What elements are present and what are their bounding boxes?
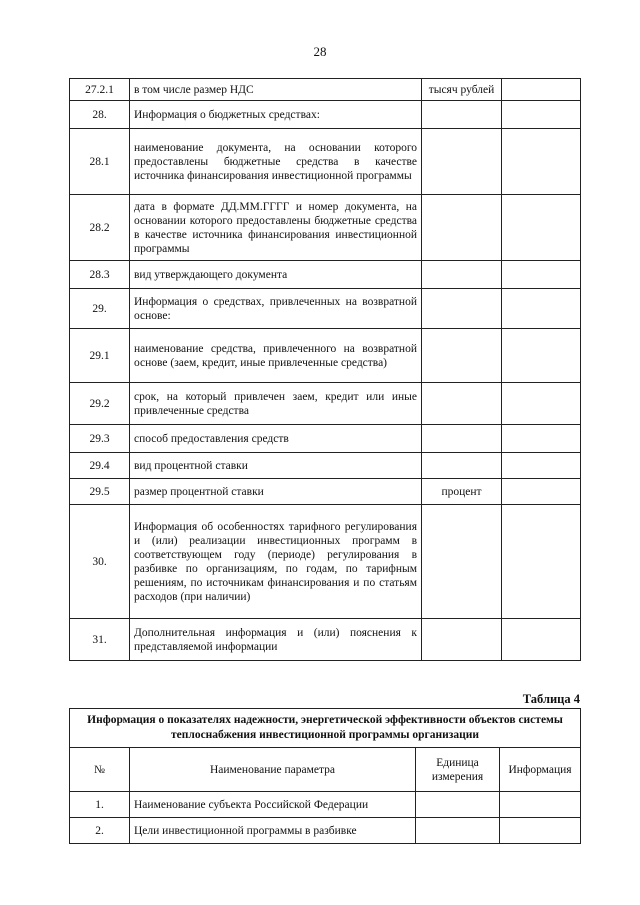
table-row xyxy=(70,619,581,661)
row-number: 28.2 xyxy=(70,195,130,261)
table-header-row xyxy=(70,748,581,792)
table-row xyxy=(70,383,581,425)
row-unit xyxy=(422,425,502,453)
row-unit xyxy=(416,818,500,844)
row-value xyxy=(502,479,581,505)
table-row xyxy=(70,792,581,818)
row-description: способ предоставления средств xyxy=(130,425,422,453)
row-number: 29.3 xyxy=(70,425,130,453)
row-unit xyxy=(422,129,502,195)
row-unit xyxy=(422,101,502,129)
row-unit: процент xyxy=(422,479,502,505)
table-row xyxy=(70,425,581,453)
row-number: 28.3 xyxy=(70,261,130,289)
row-description: Наименование субъекта Российской Федерации xyxy=(130,792,416,818)
reliability-indicators-table xyxy=(69,708,581,844)
row-unit xyxy=(422,619,502,661)
row-number: 29.1 xyxy=(70,329,130,383)
row-number: 28. xyxy=(70,101,130,129)
header-information: Информация xyxy=(500,748,581,792)
row-description: Цели инвестиционной программы в разбивке xyxy=(130,818,416,844)
row-value xyxy=(500,818,581,844)
row-unit xyxy=(422,505,502,619)
row-unit xyxy=(422,261,502,289)
table-body xyxy=(70,79,581,661)
row-value xyxy=(502,383,581,425)
table-row xyxy=(70,505,581,619)
row-unit xyxy=(422,329,502,383)
table-row xyxy=(70,129,581,195)
row-number: 2. xyxy=(70,818,130,844)
row-value xyxy=(500,792,581,818)
row-value xyxy=(502,261,581,289)
row-description: наименование документа, на основании которого предоставлены бюджетные средства в качестве источника финансирования инвестиционной программы xyxy=(130,129,422,195)
header-unit: Единица измерения xyxy=(416,748,500,792)
row-value xyxy=(502,195,581,261)
row-value xyxy=(502,79,581,101)
table-row xyxy=(70,261,581,289)
row-number: 1. xyxy=(70,792,130,818)
table-row xyxy=(70,101,581,129)
table-title-row xyxy=(70,709,581,748)
row-unit xyxy=(416,792,500,818)
table-body xyxy=(70,792,581,844)
table-row xyxy=(70,818,581,844)
row-value xyxy=(502,289,581,329)
row-unit xyxy=(422,289,502,329)
row-number: 29.4 xyxy=(70,453,130,479)
table-row xyxy=(70,79,581,101)
row-description: наименование средства, привлеченного на возвратной основе (заем, кредит, иные привлеченные средства) xyxy=(130,329,422,383)
row-description: Дополнительная информация и (или) пояснения к представляемой информации xyxy=(130,619,422,661)
row-unit: тысяч рублей xyxy=(422,79,502,101)
row-number: 31. xyxy=(70,619,130,661)
row-unit xyxy=(422,383,502,425)
row-description: Информация о бюджетных средствах: xyxy=(130,101,422,129)
row-number: 29. xyxy=(70,289,130,329)
row-unit xyxy=(422,195,502,261)
row-number: 30. xyxy=(70,505,130,619)
row-value xyxy=(502,329,581,383)
row-description: в том числе размер НДС xyxy=(130,79,422,101)
row-description: вид утверждающего документа xyxy=(130,261,422,289)
table-row xyxy=(70,289,581,329)
row-description: вид процентной ставки xyxy=(130,453,422,479)
row-number: 27.2.1 xyxy=(70,79,130,101)
row-description: размер процентной ставки xyxy=(130,479,422,505)
row-value xyxy=(502,453,581,479)
row-unit xyxy=(422,453,502,479)
table-title: Информация о показателях надежности, энергетической эффективности объектов системы теплоснабжения инвестиционной программы организации xyxy=(70,709,581,748)
parameters-table-continued xyxy=(69,78,581,661)
table-row xyxy=(70,479,581,505)
table-row xyxy=(70,195,581,261)
row-value xyxy=(502,425,581,453)
row-description: срок, на который привлечен заем, кредит или иные привлеченные средства xyxy=(130,383,422,425)
row-value xyxy=(502,129,581,195)
row-number: 29.2 xyxy=(70,383,130,425)
table-caption: Таблица 4 xyxy=(522,692,580,706)
page-number: 28 xyxy=(313,44,327,59)
row-description: дата в формате ДД.ММ.ГГГГ и номер документа, на основании которого предоставлены бюджетные средства в качестве источника финансирования инвестиционной программы xyxy=(130,195,422,261)
row-number: 29.5 xyxy=(70,479,130,505)
row-number: 28.1 xyxy=(70,129,130,195)
row-description: Информация об особенностях тарифного регулирования и (или) реализации инвестиционных программ в соответствующем году (периоде) регулирования в разбивке по организациям, по годам, по тарифным решениям, по источникам финансирования и по статьям расходов (при наличии) xyxy=(130,505,422,619)
header-number: № xyxy=(70,748,130,792)
row-description: Информация о средствах, привлеченных на возвратной основе: xyxy=(130,289,422,329)
row-value xyxy=(502,101,581,129)
table-row xyxy=(70,329,581,383)
row-value xyxy=(502,505,581,619)
row-value xyxy=(502,619,581,661)
header-parameter-name: Наименование параметра xyxy=(130,748,416,792)
table-row xyxy=(70,453,581,479)
